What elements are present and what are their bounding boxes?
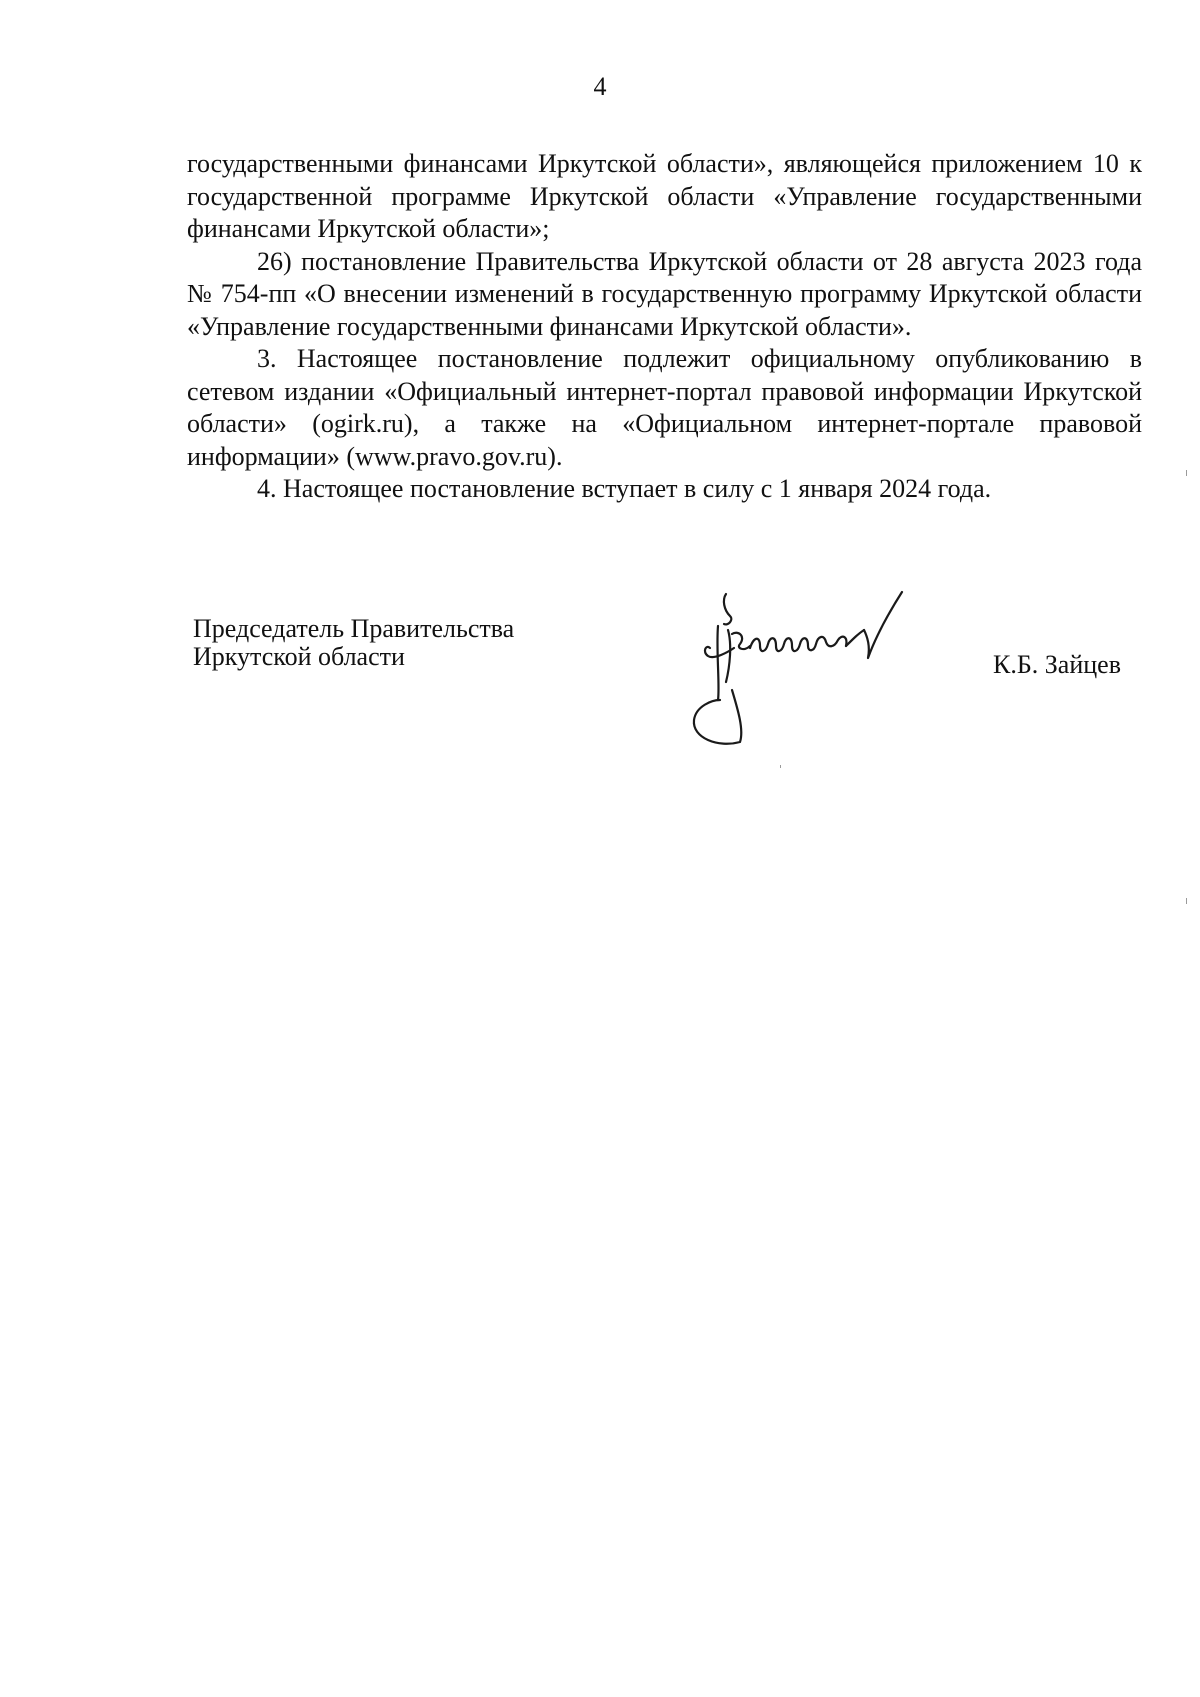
page-number: 4	[593, 72, 607, 101]
signatory-title-line-1: Председатель Правительства	[193, 614, 515, 643]
paragraph-item-3: 3. Настоящее постановление подлежит официальному опубликованию в сетевом издании «Официальный интернет-портал правовой информации Иркутской области» (ogirk.ru), а также на «Официальном интернет-портале правовой информации» (www.pravo.gov.ru).	[187, 344, 1142, 471]
scan-artifact	[780, 765, 781, 768]
paragraph-item-26: 26) постановление Правительства Иркутской области от 28 августа 2023 года № 754-пп «О внесении изменений в государственную программу Иркутской области «Управление государственными финансами Иркутской области».	[187, 246, 1142, 341]
signatory-title-line-2: Иркутской области	[193, 642, 405, 671]
scan-artifact	[1186, 898, 1187, 904]
signatory-title	[193, 615, 514, 671]
paragraph-item-4: 4. Настоящее постановление вступает в силу с 1 января 2024 года.	[257, 474, 992, 503]
scan-artifact	[1186, 470, 1187, 476]
paragraph-continuation: государственными финансами Иркутской области», являющейся приложением 10 к государственной программе Иркутской области «Управление государственными финансами Иркутской области»;	[187, 149, 1142, 243]
signatory-name: К.Б. Зайцев	[993, 650, 1121, 679]
handwritten-signature	[688, 590, 948, 750]
document-body	[187, 148, 1142, 506]
